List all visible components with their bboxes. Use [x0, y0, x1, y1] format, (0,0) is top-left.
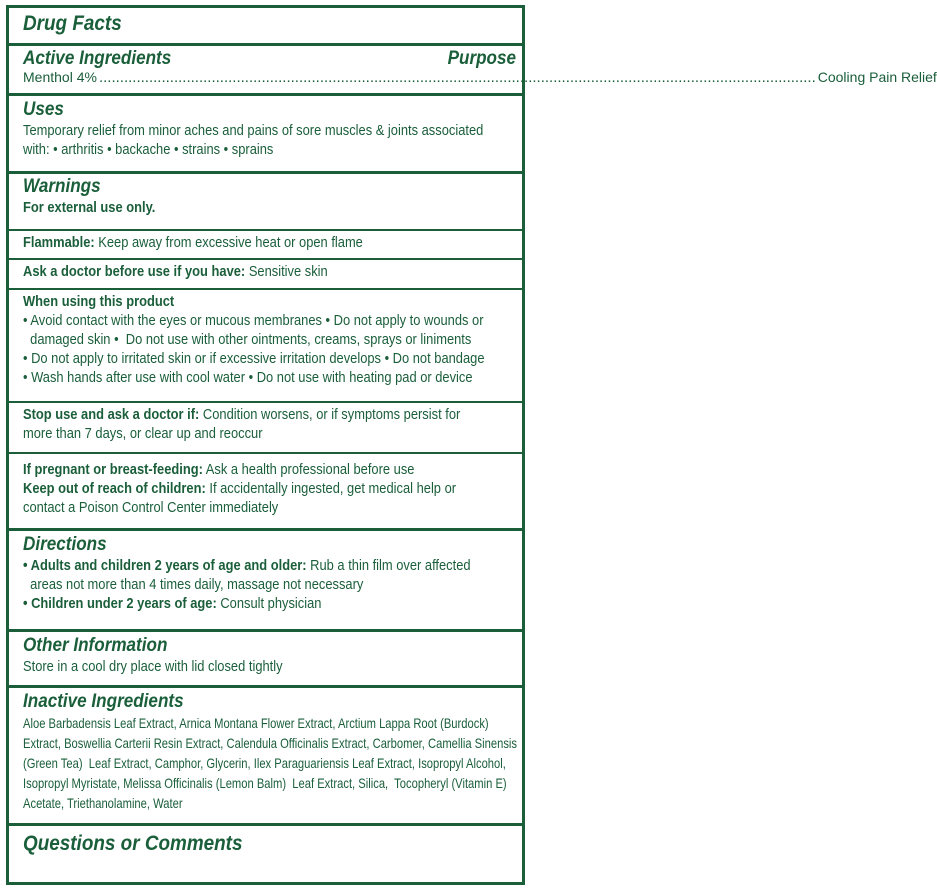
questions-section	[9, 831, 522, 857]
divider	[9, 823, 522, 826]
keep-out-text: If accidentally ingested, get medical help or	[205, 480, 457, 497]
keep-out-line: contact a Poison Control Center immediately	[23, 499, 279, 516]
divider	[9, 685, 522, 688]
divider	[9, 401, 522, 403]
stop-use-line: more than 7 days, or clear up and reoccur	[23, 425, 263, 442]
when-using-line: damaged skin • Do not use with other ointments, creams, sprays or liniments	[23, 331, 472, 348]
divider	[9, 629, 522, 632]
inactive-ingredients-line: Aloe Barbadensis Leaf Extract, Arnica Montana Flower Extract, Arctium Lappa Root (Burdock)	[23, 715, 489, 731]
other-information-section	[9, 635, 522, 676]
adults-label: • Adults and children 2 years of age and older:	[23, 557, 307, 574]
pregnant-label: If pregnant or breast-feeding:	[23, 461, 203, 478]
flammable-label: Flammable:	[23, 234, 95, 251]
when-using-section	[9, 292, 522, 387]
other-information-text: Store in a cool dry place with lid closed tightly	[23, 658, 283, 675]
divider	[9, 171, 522, 174]
divider	[9, 43, 522, 46]
children-text: Consult physician	[216, 595, 322, 612]
ask-doctor-label: Ask a doctor before use if you have:	[23, 263, 246, 280]
warnings-section	[9, 176, 522, 217]
directions-section	[9, 534, 522, 613]
when-using-line: • Wash hands after use with cool water • Do not use with heating pad or device	[23, 369, 473, 386]
active-ingredients-header: Active Ingredients	[23, 48, 172, 69]
active-ingredients-section	[9, 48, 937, 87]
inactive-ingredients-header: Inactive Ingredients	[23, 691, 184, 712]
active-ingredient: Menthol 4%	[23, 69, 97, 85]
drug-facts-panel	[6, 5, 937, 885]
uses-header: Uses	[23, 99, 64, 120]
other-information-header: Other Information	[23, 635, 168, 656]
adults-line: areas not more than 4 times daily, massage not necessary	[23, 576, 364, 593]
divider	[9, 258, 522, 260]
keep-out-label: Keep out of reach of children:	[23, 480, 206, 497]
external-use-warning: For external use only.	[23, 199, 156, 216]
inactive-ingredients-line: Isopropyl Myristate, Melissa Officinalis (Lemon Balm) Leaf Extract, Silica, Tocopheryl (Vitamin E)	[23, 775, 507, 791]
stop-use-section	[9, 405, 522, 443]
inactive-ingredients-line: Extract, Boswellia Carterii Resin Extract, Calendula Officinalis Extract, Carbomer, Camellia Sinensis	[23, 735, 518, 751]
stop-use-label: Stop use and ask a doctor if:	[23, 406, 200, 423]
stop-use-text: Condition worsens, or if symptoms persist for	[199, 406, 461, 423]
divider	[9, 528, 522, 531]
flammable-section	[9, 233, 522, 252]
ask-doctor-text: Sensitive skin	[245, 263, 328, 280]
questions-header: Questions or Comments	[23, 832, 243, 855]
divider	[9, 288, 522, 290]
ask-doctor-section	[9, 262, 522, 281]
children-label: • Children under 2 years of age:	[23, 595, 217, 612]
leader-dots: ............................................................................................................................................................................	[98, 69, 816, 86]
uses-section	[9, 99, 522, 159]
adults-text: Rub a thin film over affected	[306, 557, 471, 574]
drug-facts-title: Drug Facts	[23, 12, 122, 35]
pregnant-text: Ask a health professional before use	[202, 461, 415, 478]
inactive-ingredients-section	[9, 691, 522, 813]
inactive-ingredients-line: (Green Tea) Leaf Extract, Camphor, Glycerin, Ilex Paraguariensis Leaf Extract, Isopropyl Alcohol,	[23, 755, 506, 771]
warnings-header: Warnings	[23, 176, 101, 197]
divider	[9, 452, 522, 454]
uses-line: with: • arthritis • backache • strains • sprains	[23, 141, 274, 158]
purpose-header: Purpose	[447, 48, 516, 69]
divider	[9, 229, 522, 231]
divider	[9, 93, 522, 96]
when-using-line: • Do not apply to irritated skin or if excessive irritation develops • Do not bandage	[23, 350, 485, 367]
inactive-ingredients-line: Acetate, Triethanolamine, Water	[23, 795, 183, 811]
ingredient-purpose: Cooling Pain Relief	[817, 69, 937, 85]
pregnancy-children-section	[9, 460, 522, 517]
when-using-line: • Avoid contact with the eyes or mucous membranes • Do not apply to wounds or	[23, 312, 484, 329]
flammable-text: Keep away from excessive heat or open flame	[94, 234, 363, 251]
when-using-label: When using this product	[23, 293, 175, 310]
directions-header: Directions	[23, 534, 107, 555]
uses-line: Temporary relief from minor aches and pains of sore muscles & joints associated	[23, 122, 484, 139]
